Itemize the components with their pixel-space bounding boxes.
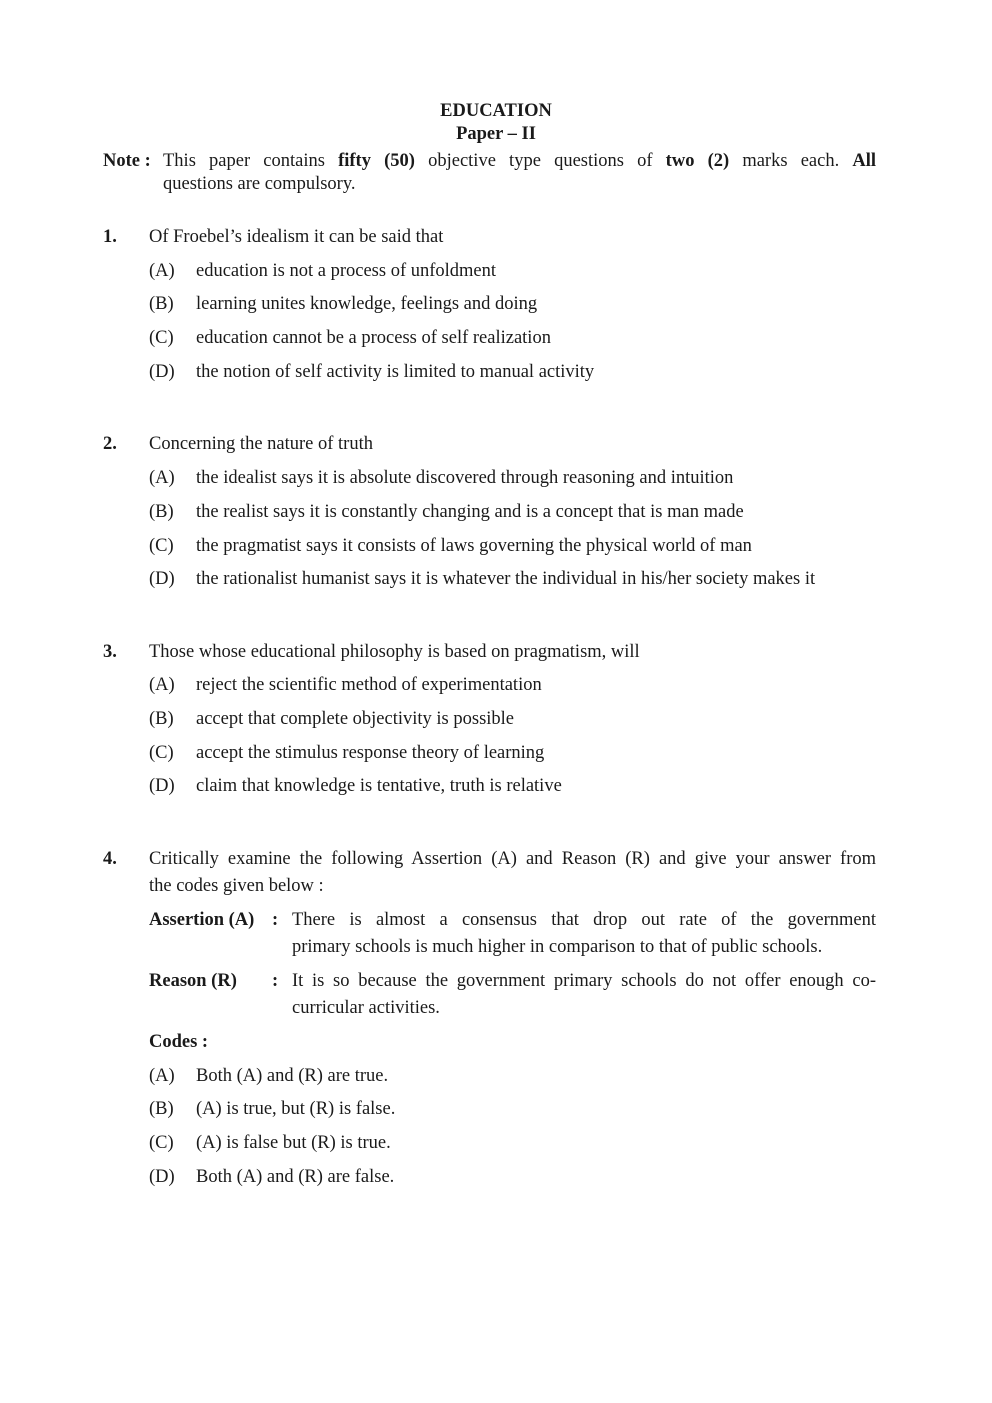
option-label: (D) (149, 569, 175, 589)
option-label: (B) (149, 502, 174, 522)
note-part-bold: fifty (50) (338, 151, 415, 171)
subject-title: EDUCATION (440, 101, 552, 121)
option-text: accept the stimulus response theory of learning (196, 743, 545, 763)
option-label: (C) (149, 328, 174, 348)
option-label: (C) (149, 1133, 174, 1153)
question-number: 1. (103, 227, 117, 247)
option-text: the idealist says it is absolute discovered through reasoning and intuition (196, 468, 734, 488)
option-label: (D) (149, 776, 175, 796)
note-part: marks each. (729, 151, 853, 171)
question-text: Concerning the nature of truth (149, 434, 373, 454)
option-label: (D) (149, 362, 175, 382)
note-part-bold: All (852, 151, 876, 171)
option-text: education cannot be a process of self realization (196, 328, 551, 348)
assertion-text: There is almost a consensus that drop out rate of the government (292, 910, 876, 930)
option-label: (A) (149, 261, 175, 281)
option-text: (A) is false but (R) is true. (196, 1133, 391, 1153)
option-label: (B) (149, 1099, 174, 1119)
option-text: claim that knowledge is tentative, truth is relative (196, 776, 562, 796)
question-text: Critically examine the following Assertion (A) and Reason (R) and give your answer from (149, 849, 876, 869)
option-text: accept that complete objectivity is possible (196, 709, 515, 729)
reason-colon: : (272, 971, 279, 991)
option-text: the notion of self activity is limited to manual activity (196, 362, 595, 382)
note-text (163, 150, 876, 172)
note-text-line2: questions are compulsory. (163, 174, 356, 194)
assertion-text-line2: primary schools is much higher in comparison to that of public schools. (292, 937, 823, 957)
option-text: the realist says it is constantly changing and is a concept that is man made (196, 502, 744, 522)
reason-text: It is so because the government primary schools do not offer enough co- (292, 971, 876, 991)
note-part: This paper contains (163, 151, 339, 171)
question-number: 3. (103, 642, 117, 662)
question-text-line2: the codes given below : (149, 876, 324, 896)
question-number: 4. (103, 849, 117, 869)
note-part-bold: two (2) (665, 151, 730, 171)
option-label: (B) (149, 294, 174, 314)
option-text: reject the scientific method of experimentation (196, 675, 542, 695)
option-label: (C) (149, 536, 174, 556)
option-label: (A) (149, 675, 175, 695)
question-text: Of Froebel’s idealism it can be said that (149, 227, 444, 247)
option-label: (A) (149, 468, 175, 488)
note-label: Note : (103, 151, 151, 171)
codes-label: Codes : (149, 1032, 209, 1052)
option-label: (A) (149, 1066, 175, 1086)
option-text: the rationalist humanist says it is whatever the individual in his/her society makes it (196, 569, 816, 589)
reason-label: Reason (R) (149, 971, 237, 991)
option-label: (C) (149, 743, 174, 763)
question-text: Those whose educational philosophy is based on pragmatism, will (149, 642, 640, 662)
option-text: Both (A) and (R) are false. (196, 1167, 395, 1187)
option-text: learning unites knowledge, feelings and doing (196, 294, 538, 314)
option-text: (A) is true, but (R) is false. (196, 1099, 396, 1119)
note-part: objective type questions of (414, 151, 666, 171)
assertion-colon: : (272, 910, 279, 930)
assertion-label: Assertion (A) (149, 910, 255, 930)
reason-text-line2: curricular activities. (292, 998, 440, 1018)
paper-title: Paper – II (456, 124, 536, 144)
question-number: 2. (103, 434, 117, 454)
option-text: Both (A) and (R) are true. (196, 1066, 389, 1086)
option-text: education is not a process of unfoldment (196, 261, 497, 281)
option-label: (B) (149, 709, 174, 729)
option-label: (D) (149, 1167, 175, 1187)
option-text: the pragmatist says it consists of laws governing the physical world of man (196, 536, 752, 556)
